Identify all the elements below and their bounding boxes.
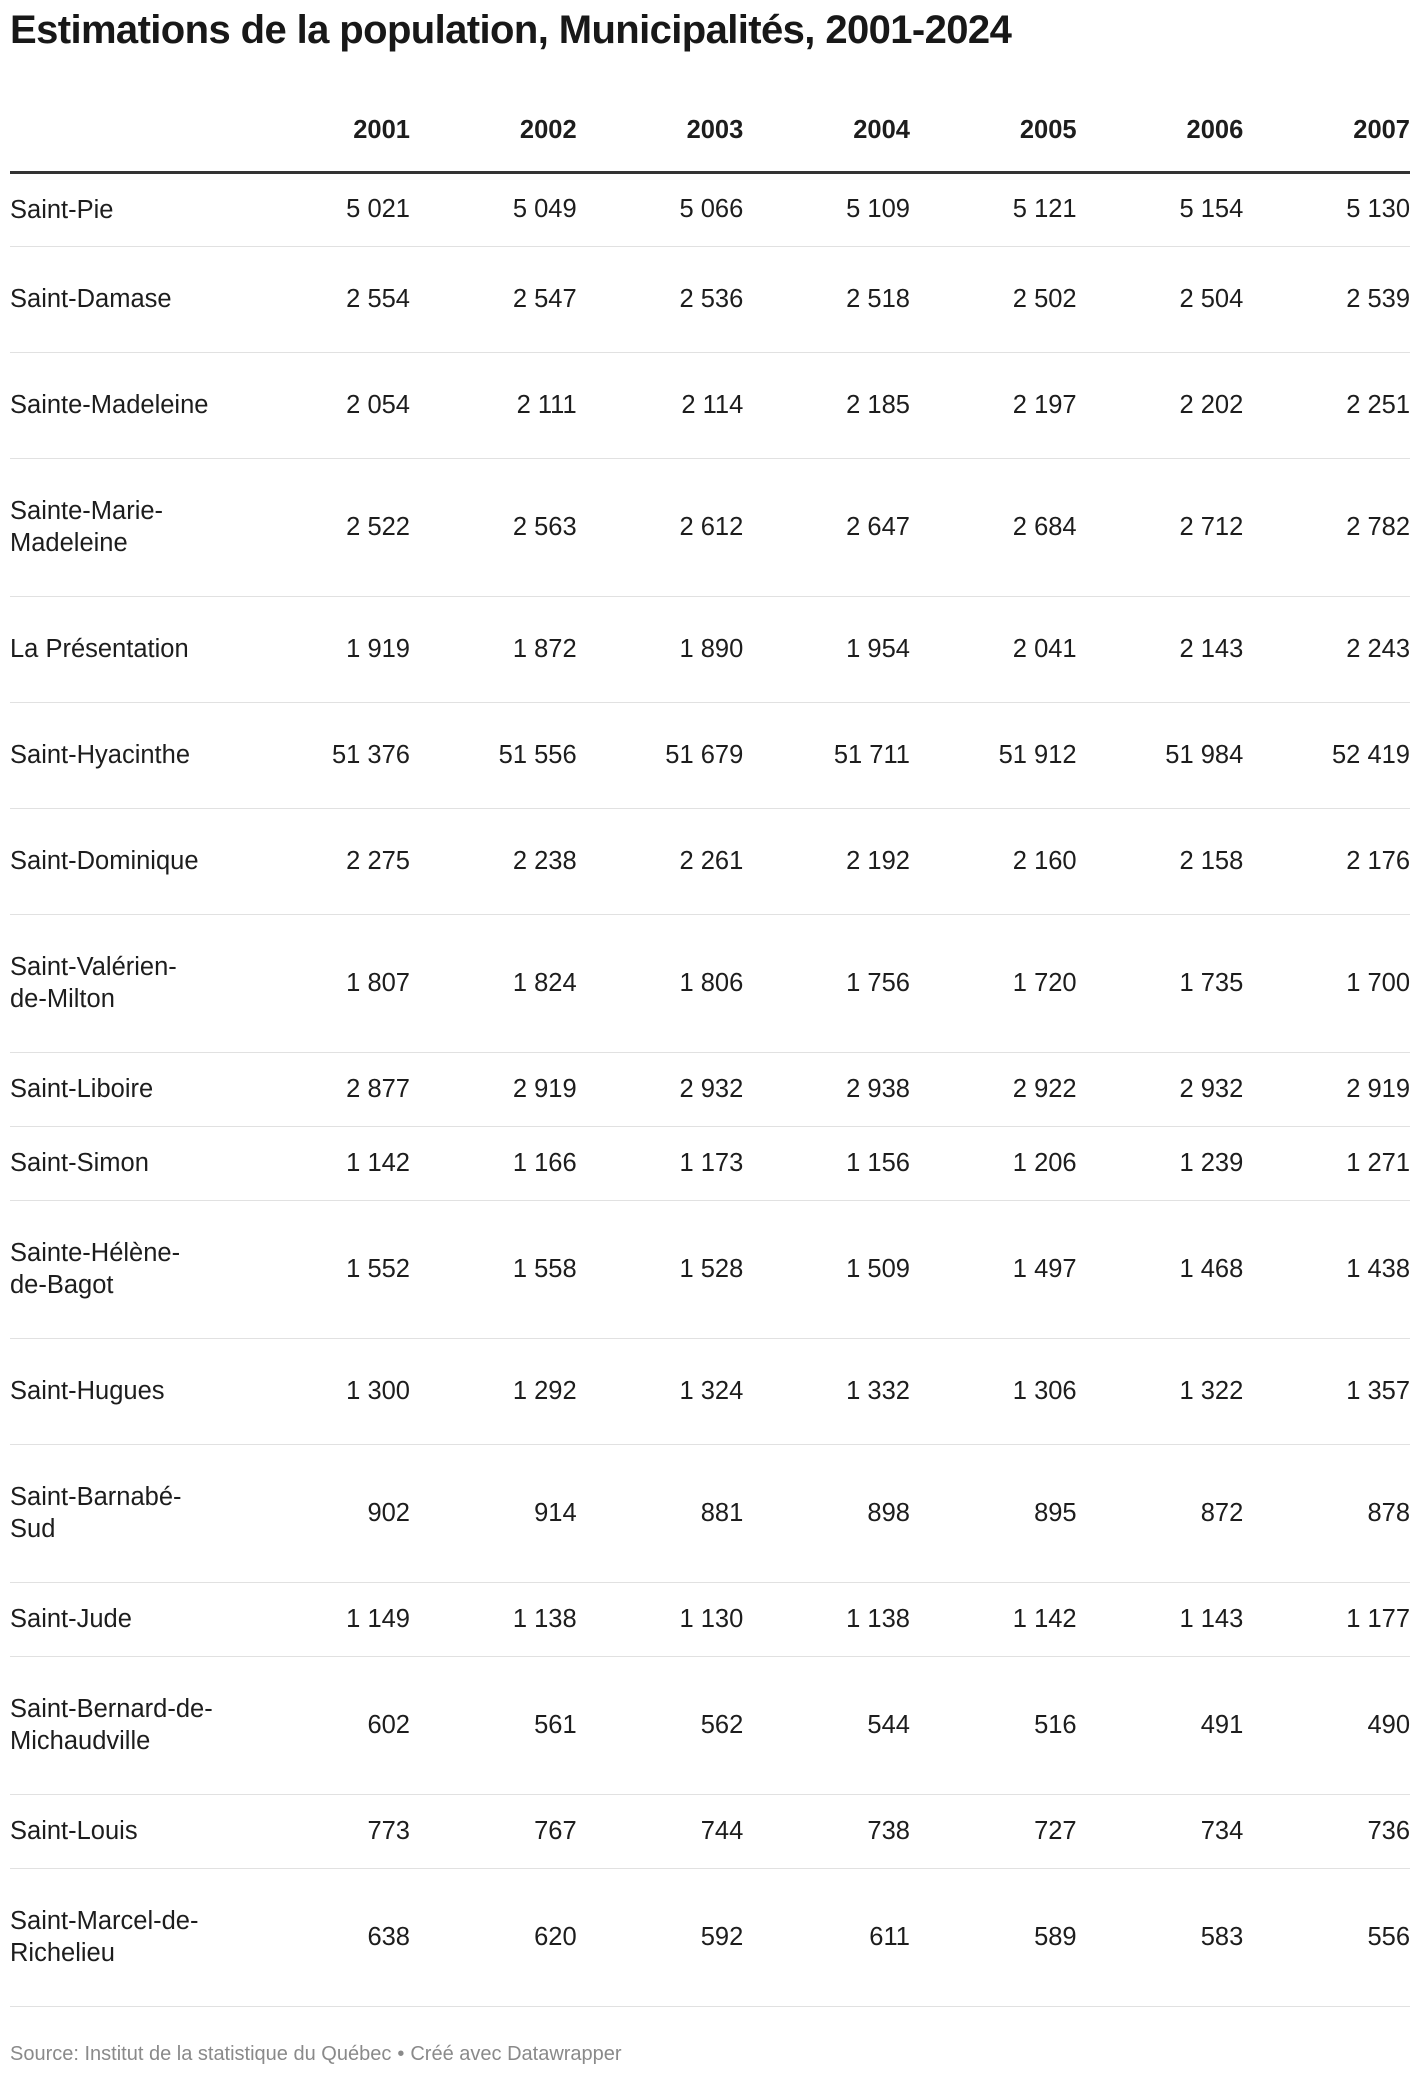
population-cell: 5 049 [410, 172, 577, 246]
municipality-name: Sainte-Marie-Madeleine [10, 458, 243, 596]
population-cell: 2 554 [243, 246, 410, 352]
municipality-name: Saint-Bernard-de-Michaudville [10, 1656, 243, 1794]
municipality-name: Saint-Damase [10, 246, 243, 352]
population-cell: 1 700 [1243, 914, 1410, 1052]
table-row [10, 702, 1410, 808]
population-cell: 5 121 [910, 172, 1077, 246]
municipality-name: La Présentation [10, 596, 243, 702]
population-cell: 2 782 [1243, 458, 1410, 596]
municipality-name: Saint-Hugues [10, 1338, 243, 1444]
column-header-year[interactable]: 2004 [743, 100, 910, 172]
population-cell: 1 509 [743, 1200, 910, 1338]
population-cell: 1 138 [410, 1582, 577, 1656]
population-cell: 872 [1077, 1444, 1244, 1582]
population-cell: 898 [743, 1444, 910, 1582]
header-row [10, 100, 1410, 172]
population-cell: 51 711 [743, 702, 910, 808]
population-cell: 2 192 [743, 808, 910, 914]
municipality-name: Sainte-Madeleine [10, 352, 243, 458]
population-cell: 1 166 [410, 1126, 577, 1200]
column-header-municipality[interactable] [10, 100, 243, 172]
population-cell: 2 547 [410, 246, 577, 352]
municipality-name: Saint-Valérien-de-Milton [10, 914, 243, 1052]
population-cell: 2 536 [577, 246, 744, 352]
population-cell: 1 552 [243, 1200, 410, 1338]
population-cell: 5 154 [1077, 172, 1244, 246]
population-cell: 2 158 [1077, 808, 1244, 914]
population-cell: 914 [410, 1444, 577, 1582]
population-cell: 2 502 [910, 246, 1077, 352]
municipality-name: Saint-Dominique [10, 808, 243, 914]
population-cell: 52 419 [1243, 702, 1410, 808]
population-cell: 516 [910, 1656, 1077, 1794]
population-cell: 2 932 [577, 1052, 744, 1126]
source-footer [10, 2043, 622, 2066]
population-cell: 592 [577, 1868, 744, 2006]
population-cell: 2 919 [410, 1052, 577, 1126]
population-cell: 738 [743, 1794, 910, 1868]
municipality-name: Saint-Liboire [10, 1052, 243, 1126]
municipality-name: Saint-Hyacinthe [10, 702, 243, 808]
table-row [10, 1200, 1410, 1338]
municipality-name: Sainte-Hélène-de-Bagot [10, 1200, 243, 1338]
population-cell: 1 438 [1243, 1200, 1410, 1338]
population-cell: 744 [577, 1794, 744, 1868]
population-cell: 2 877 [243, 1052, 410, 1126]
population-cell: 620 [410, 1868, 577, 2006]
population-cell: 5 021 [243, 172, 410, 246]
population-cell: 1 239 [1077, 1126, 1244, 1200]
population-cell: 2 054 [243, 352, 410, 458]
population-cell: 1 324 [577, 1338, 744, 1444]
table-row [10, 1052, 1410, 1126]
column-header-year[interactable]: 2002 [410, 100, 577, 172]
population-cell: 1 528 [577, 1200, 744, 1338]
population-cell: 602 [243, 1656, 410, 1794]
population-cell: 1 357 [1243, 1338, 1410, 1444]
population-cell: 881 [577, 1444, 744, 1582]
population-cell: 589 [910, 1868, 1077, 2006]
population-cell: 638 [243, 1868, 410, 2006]
population-cell: 1 807 [243, 914, 410, 1052]
population-cell: 727 [910, 1794, 1077, 1868]
population-cell: 1 177 [1243, 1582, 1410, 1656]
population-cell: 2 202 [1077, 352, 1244, 458]
population-cell: 1 173 [577, 1126, 744, 1200]
population-cell: 2 275 [243, 808, 410, 914]
population-cell: 2 712 [1077, 458, 1244, 596]
population-cell: 556 [1243, 1868, 1410, 2006]
population-cell: 1 919 [243, 596, 410, 702]
population-cell: 1 735 [1077, 914, 1244, 1052]
table-row [10, 1656, 1410, 1794]
population-cell: 2 160 [910, 808, 1077, 914]
population-cell: 1 138 [743, 1582, 910, 1656]
population-cell: 1 322 [1077, 1338, 1244, 1444]
population-cell: 1 954 [743, 596, 910, 702]
table-row [10, 1868, 1410, 2006]
population-cell: 2 919 [1243, 1052, 1410, 1126]
table-row [10, 914, 1410, 1052]
population-table [10, 100, 1410, 2007]
population-cell: 1 332 [743, 1338, 910, 1444]
table-row [10, 246, 1410, 352]
municipality-name: Saint-Jude [10, 1582, 243, 1656]
population-cell: 562 [577, 1656, 744, 1794]
population-cell: 736 [1243, 1794, 1410, 1868]
population-cell: 490 [1243, 1656, 1410, 1794]
page-title: Estimations de la population, Municipalités, 2001-2024 [10, 8, 1012, 52]
population-cell: 895 [910, 1444, 1077, 1582]
table-row [10, 1794, 1410, 1868]
population-cell: 2 563 [410, 458, 577, 596]
municipality-name: Saint-Barnabé-Sud [10, 1444, 243, 1582]
population-cell: 51 984 [1077, 702, 1244, 808]
population-cell: 1 558 [410, 1200, 577, 1338]
population-cell: 773 [243, 1794, 410, 1868]
population-cell: 2 938 [743, 1052, 910, 1126]
population-cell: 544 [743, 1656, 910, 1794]
municipality-name: Saint-Marcel-de-Richelieu [10, 1868, 243, 2006]
population-cell: 2 111 [410, 352, 577, 458]
population-cell: 2 185 [743, 352, 910, 458]
population-cell: 5 130 [1243, 172, 1410, 246]
municipality-name: Saint-Simon [10, 1126, 243, 1200]
population-cell: 2 176 [1243, 808, 1410, 914]
population-cell: 2 922 [910, 1052, 1077, 1126]
population-cell: 1 149 [243, 1582, 410, 1656]
population-cell: 5 109 [743, 172, 910, 246]
population-cell: 2 522 [243, 458, 410, 596]
population-cell: 1 142 [243, 1126, 410, 1200]
table-row [10, 808, 1410, 914]
column-header-year[interactable]: 2006 [1077, 100, 1244, 172]
population-cell: 611 [743, 1868, 910, 2006]
population-cell: 1 497 [910, 1200, 1077, 1338]
population-cell: 51 912 [910, 702, 1077, 808]
population-cell: 767 [410, 1794, 577, 1868]
population-cell: 1 824 [410, 914, 577, 1052]
population-cell: 878 [1243, 1444, 1410, 1582]
population-cell: 1 720 [910, 914, 1077, 1052]
table-row [10, 458, 1410, 596]
population-cell: 1 300 [243, 1338, 410, 1444]
population-cell: 1 306 [910, 1338, 1077, 1444]
population-cell: 2 114 [577, 352, 744, 458]
population-cell: 734 [1077, 1794, 1244, 1868]
population-cell: 1 756 [743, 914, 910, 1052]
population-cell: 2 143 [1077, 596, 1244, 702]
population-cell: 2 504 [1077, 246, 1244, 352]
population-cell: 2 612 [577, 458, 744, 596]
table-body [10, 172, 1410, 2006]
population-cell: 1 292 [410, 1338, 577, 1444]
population-cell: 561 [410, 1656, 577, 1794]
population-cell: 2 197 [910, 352, 1077, 458]
column-header-year[interactable]: 2007 [1243, 100, 1410, 172]
population-cell: 902 [243, 1444, 410, 1582]
population-cell: 51 376 [243, 702, 410, 808]
population-cell: 1 872 [410, 596, 577, 702]
population-cell: 1 142 [910, 1582, 1077, 1656]
table-row [10, 172, 1410, 246]
table-row [10, 1582, 1410, 1656]
population-cell: 2 041 [910, 596, 1077, 702]
municipality-name: Saint-Louis [10, 1794, 243, 1868]
population-cell: 1 468 [1077, 1200, 1244, 1338]
credit-text: Créé avec Datawrapper [410, 2043, 622, 2065]
population-cell: 1 806 [577, 914, 744, 1052]
source-text: Source: Institut de la statistique du Québec [10, 2043, 392, 2065]
population-cell: 583 [1077, 1868, 1244, 2006]
table-row [10, 1126, 1410, 1200]
population-cell: 2 251 [1243, 352, 1410, 458]
population-cell: 1 156 [743, 1126, 910, 1200]
table-row [10, 1338, 1410, 1444]
column-header-year[interactable]: 2001 [243, 100, 410, 172]
municipality-name: Saint-Pie [10, 172, 243, 246]
population-cell: 2 647 [743, 458, 910, 596]
population-cell: 2 539 [1243, 246, 1410, 352]
table-row [10, 596, 1410, 702]
table-row [10, 1444, 1410, 1582]
population-cell: 1 130 [577, 1582, 744, 1656]
column-header-year[interactable]: 2005 [910, 100, 1077, 172]
population-cell: 491 [1077, 1656, 1244, 1794]
population-cell: 2 518 [743, 246, 910, 352]
population-cell: 2 238 [410, 808, 577, 914]
population-cell: 2 261 [577, 808, 744, 914]
population-cell: 51 679 [577, 702, 744, 808]
population-cell: 5 066 [577, 172, 744, 246]
population-cell: 1 206 [910, 1126, 1077, 1200]
population-cell: 2 932 [1077, 1052, 1244, 1126]
population-cell: 1 143 [1077, 1582, 1244, 1656]
population-cell: 2 243 [1243, 596, 1410, 702]
population-cell: 51 556 [410, 702, 577, 808]
footer-separator: • [397, 2043, 405, 2065]
population-cell: 2 684 [910, 458, 1077, 596]
table-viewport[interactable] [10, 100, 1410, 2020]
population-cell: 1 271 [1243, 1126, 1410, 1200]
table-row [10, 352, 1410, 458]
column-header-year[interactable]: 2003 [577, 100, 744, 172]
population-cell: 1 890 [577, 596, 744, 702]
